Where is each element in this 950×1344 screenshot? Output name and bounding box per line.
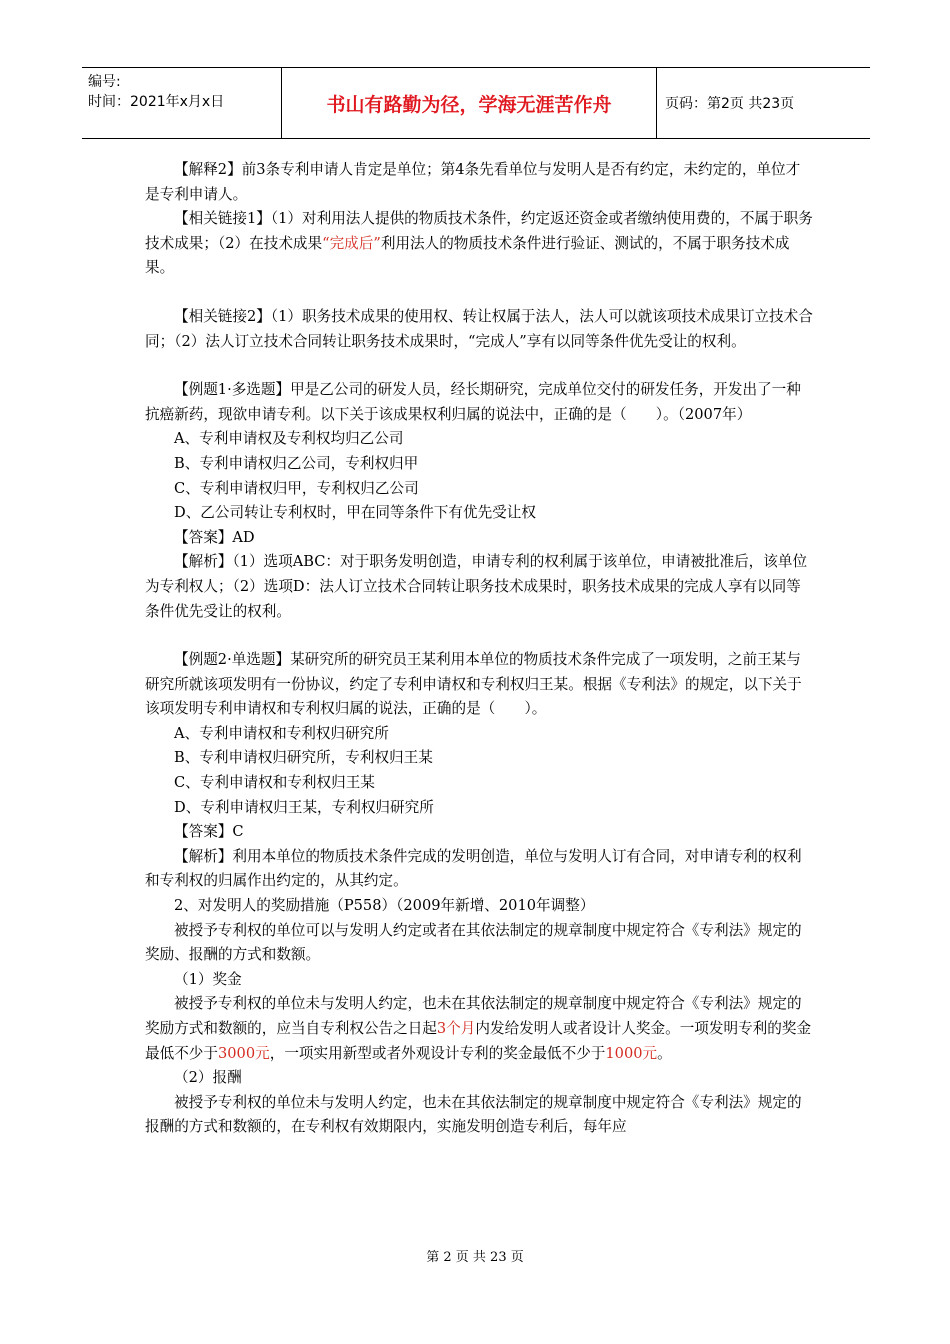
section-2-text: 被授予专利权的单位可以与发明人约定或者在其依法制定的规章制度中规定符合《专利法》规定的奖励、报酬的方式和数额。 (145, 921, 802, 964)
bonus-deadline: 3个月 (436, 1020, 476, 1037)
related-link-1 (145, 207, 813, 281)
example-2-answer: 【答案】C (174, 823, 244, 841)
bonus-invention-amount: 3000元 (217, 1044, 270, 1062)
related-link-2: 【相关链接2】（1）职务技术成果的使用权、转让权属于法人，法人可以就该项技术成果订立技术合同；（2）法人订立技术合同转让职务技术成果时，“完成人”享有以同等条件优先受让的权利。 (145, 307, 813, 350)
example-2-question: 【例题2·单选题】某研究所的研究员王某利用本单位的物质技术条件完成了一项发明，之前王某与研究所就该项发明有一份协议，约定了专利申请权和专利权归王某。根据《专利法》的规定，以下关于该项发明专利申请权和专利权归属的说法，正确的是（ ）。 (145, 651, 802, 718)
page-header (82, 67, 870, 139)
spacer (145, 624, 813, 648)
example-1-option-a: A、专利申请权及专利权均归乙公司 (174, 430, 404, 448)
highlight-after-completion: “完成后” (322, 234, 381, 252)
bonus-text-3: ，一项实用新型或者外观设计专利的奖金最低不少于 (269, 1044, 606, 1062)
document-body (145, 158, 813, 1140)
related-link-1-part-a: 【相关链接1】（1）对利用法人提供的物质技术条件，约定返还资金或者缴纳使用费的，不属于职务技术成果；（2）在技术成果 (145, 210, 813, 252)
example-1-option-c: C、专利申请权归甲，专利权归乙公司 (174, 479, 419, 497)
bonus-text-4: 。 (657, 1044, 672, 1062)
bonus-text-2: 内发给发明人或者设计人奖金。一项发明专利的奖金最低不少于 (145, 1020, 812, 1062)
code-label: 编号: (88, 74, 121, 90)
bonus-title: （1）奖金 (174, 970, 242, 988)
bonus-paragraph (145, 992, 813, 1066)
example-2-option-c: C、专利申请权和专利权归王某 (174, 774, 375, 792)
example-1-question: 【例题1·多选题】甲是乙公司的研发人员，经长期研究，完成单位交付的研发任务，开发出了一种抗癌新药，现欲申请专利。以下关于该成果权利归属的说法中，正确的是（ ）。（2007年） (145, 381, 801, 423)
example-2-option-a: A、专利申请权和专利权归研究所 (174, 724, 389, 742)
explain-2: 【解释2】前3条专利申请人肯定是单位；第4条先看单位与发明人是否有约定，未约定的，单位才是专利申请人。 (145, 161, 801, 203)
example-2-option-b: B、专利申请权归研究所，专利权归王某 (174, 749, 433, 767)
section-2-title: 2、对发明人的奖励措施（P558）（2009年新增、2010年调整） (174, 897, 595, 915)
example-1-analysis: 【解析】（1）选项ABC：对于职务发明创造，申请专利的权利属于该单位，申请被批准后，该单位为专利权人；（2）选项D：法人订立技术合同转让职务技术成果时，职务技术成果的完成人享有以同等条件优先受让的权利。 (145, 553, 808, 620)
example-1-option-d: D、乙公司转让专利权时，甲在同等条件下有优先受让权 (174, 504, 536, 522)
reward-title: （2）报酬 (174, 1069, 242, 1087)
related-link-1-part-b: 利用法人的物质技术条件进行验证、测试的，不属于职务技术成果。 (145, 234, 790, 277)
example-1-option-b: B、专利申请权归乙公司，专利权归甲 (174, 454, 419, 472)
header-motto: 书山有路勤为径，学海无涯苦作舟 (282, 68, 657, 138)
example-2-analysis: 【解析】利用本单位的物质技术条件完成的发明创造，单位与发明人订有合同，对申请专利的权利和专利权的归属作出约定的，从其约定。 (145, 847, 802, 890)
spacer (145, 354, 813, 378)
header-page-info: 页码：第2页 共23页 (665, 96, 795, 112)
example-1-answer: 【答案】AD (174, 528, 255, 546)
example-2-option-d: D、专利申请权归王某，专利权归研究所 (174, 798, 434, 816)
header-meta (82, 68, 282, 138)
reward-text: 被授予专利权的单位未与发明人约定，也未在其依法制定的规章制度中规定符合《专利法》规定的报酬的方式和数额的，在专利权有效期限内，实施发明创造专利后，每年应 (145, 1093, 802, 1136)
spacer (145, 281, 813, 305)
date-label: 时间：2021年x月x日 (88, 94, 225, 110)
bonus-design-amount: 1000元 (605, 1044, 658, 1062)
page-footer: 第 2 页 共 23 页 (426, 1250, 524, 1265)
bonus-text-1: 被授予专利权的单位未与发明人约定，也未在其依法制定的规章制度中规定符合《专利法》规定的奖励方式和数额的，应当自专利权公告之日起 (145, 995, 802, 1037)
